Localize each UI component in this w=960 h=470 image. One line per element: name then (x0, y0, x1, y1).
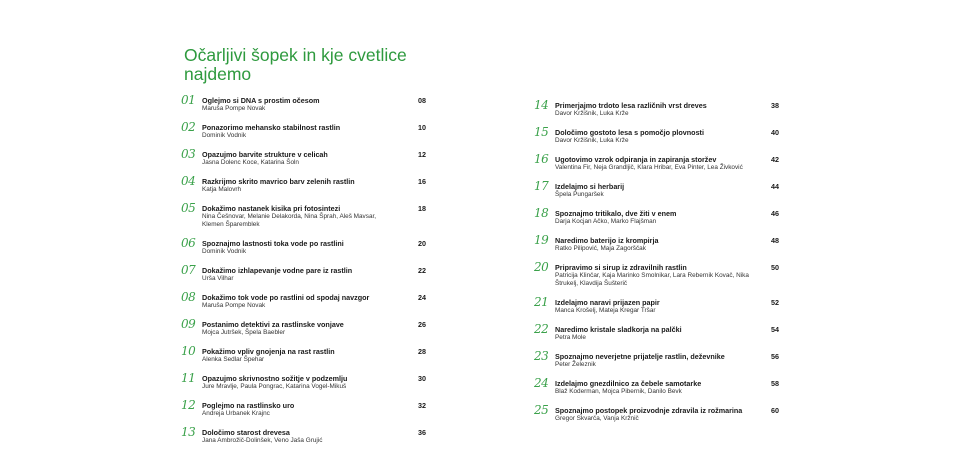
entry-page-number: 28 (418, 347, 426, 356)
toc-entry[interactable] (534, 233, 779, 253)
toc-entry[interactable] (181, 147, 426, 167)
entry-title: Spoznajmo tritikalo, dve žiti v enem (555, 209, 677, 218)
entry-authors: Jure Mravlje, Paula Pongrac, Katarina Vogel-Mikuš (202, 383, 347, 390)
toc-entry[interactable] (181, 371, 426, 391)
entry-number: 19 (534, 233, 549, 247)
entry-page-number: 24 (418, 293, 426, 302)
page-title: Očarljivi šopek in kje cvetlice najdemo (184, 45, 407, 84)
toc-entry[interactable] (181, 93, 426, 113)
toc-entry[interactable] (181, 120, 426, 140)
entry-authors: Petra Mole (555, 334, 586, 341)
entry-page-number: 48 (771, 236, 779, 245)
entry-title: Določimo starost drevesa (202, 428, 290, 437)
entry-authors: Andreja Urbanek Krajnc (202, 410, 270, 417)
entry-authors: Mojca Jutršek, Špela Baebler (202, 329, 286, 336)
entry-authors: Nina Češnovar, Melanie Delakorda, Nina Šprah, Aleš Mavsar, Klemen Šparemblek (202, 213, 377, 228)
entry-number: 09 (181, 317, 196, 331)
entry-title: Izdelajmo naravi prijazen papir (555, 298, 660, 307)
entry-authors: Peter Železnik (555, 361, 596, 368)
entry-number: 24 (534, 376, 549, 390)
entry-authors: Jana Ambrožič-Dolinšek, Veno Jaša Grujić (202, 437, 323, 444)
toc-entry[interactable] (534, 98, 779, 118)
toc-entry[interactable] (534, 179, 779, 199)
entry-page-number: 26 (418, 320, 426, 329)
entry-page-number: 52 (771, 298, 779, 307)
entry-page-number: 58 (771, 379, 779, 388)
entry-number: 21 (534, 295, 549, 309)
entry-page-number: 32 (418, 401, 426, 410)
toc-column-right (534, 98, 779, 433)
entry-number: 08 (181, 290, 196, 304)
entry-title: Spoznajmo postopek proizvodnje zdravila iz rožmarina (555, 406, 743, 415)
toc-entry[interactable] (534, 152, 779, 172)
toc-entry[interactable] (181, 317, 426, 337)
toc-entry[interactable] (534, 349, 779, 369)
entry-page-number: 18 (418, 204, 426, 213)
toc-entry[interactable] (181, 344, 426, 364)
toc-column-left (181, 93, 426, 455)
entry-authors: Patricija Klinčar, Kaja Marinko Smolnikar, Lara Rebernik Kovač, Nika Štrukelj, Klavdija Šušterič (555, 272, 749, 287)
toc-entry[interactable] (181, 174, 426, 194)
entry-page-number: 16 (418, 177, 426, 186)
entry-authors: Ratko Pilipović, Maja Zagorščak (555, 245, 646, 252)
toc-entry[interactable] (181, 290, 426, 310)
entry-page-number: 38 (771, 101, 779, 110)
entry-number: 02 (181, 120, 196, 134)
entry-page-number: 50 (771, 263, 779, 272)
entry-page-number: 36 (418, 428, 426, 437)
entry-authors: Katja Malovrh (202, 186, 242, 193)
entry-number: 17 (534, 179, 549, 193)
toc-entry[interactable] (181, 425, 426, 445)
entry-authors: Maruša Pompe Novak (202, 302, 266, 309)
entry-number: 13 (181, 425, 196, 439)
entry-authors: Maruša Pompe Novak (202, 105, 266, 112)
entry-title: Naredimo kristale sladkorja na palčki (555, 325, 682, 334)
entry-title: Opazujmo barvite strukture v celicah (202, 150, 328, 159)
entry-title: Določimo gostoto lesa s pomočjo plovnosti (555, 128, 704, 137)
toc-entry[interactable] (181, 201, 426, 229)
toc-entry[interactable] (181, 236, 426, 256)
entry-authors: Valentina Fir, Neja Grandljič, Klara Hribar, Eva Pinter, Lea Živković (555, 164, 743, 171)
entry-authors: Gregor Skvarča, Vanja Kržnič (555, 415, 639, 422)
toc-entry[interactable] (534, 295, 779, 315)
entry-number: 07 (181, 263, 196, 277)
entry-title: Opazujmo skrivnostno sožitje v podzemlju (202, 374, 348, 383)
entry-authors: Dominik Vodnik (202, 132, 247, 139)
entry-authors: Alenka Sedlar Špehar (202, 356, 265, 363)
entry-authors: Urša Vilhar (202, 275, 234, 282)
entry-page-number: 46 (771, 209, 779, 218)
entry-authors: Dominik Vodnik (202, 248, 247, 255)
entry-authors: Špela Pungaršek (555, 191, 604, 198)
toc-entry[interactable] (534, 403, 779, 423)
entry-title: Razkrijmo skrito mavrico barv zelenih rastlin (202, 177, 355, 186)
toc-entry[interactable] (534, 322, 779, 342)
entry-title: Postanimo detektivi za rastlinske vonjave (202, 320, 344, 329)
entry-number: 03 (181, 147, 196, 161)
entry-title: Primerjajmo trdoto lesa različnih vrst dreves (555, 101, 707, 110)
entry-number: 01 (181, 93, 196, 107)
entry-title: Spoznajmo neverjetne prijatelje rastlin, deževnike (555, 352, 725, 361)
toc-entry[interactable] (181, 263, 426, 283)
entry-page-number: 56 (771, 352, 779, 361)
toc-entry[interactable] (534, 125, 779, 145)
entry-number: 10 (181, 344, 196, 358)
entry-number: 15 (534, 125, 549, 139)
entry-number: 16 (534, 152, 549, 166)
entry-authors: Jasna Dolenc Koce, Katarina Šoln (202, 159, 299, 166)
entry-number: 11 (181, 371, 196, 385)
entry-page-number: 42 (771, 155, 779, 164)
entry-title: Izdelajmo gnezdilnico za čebele samotarke (555, 379, 702, 388)
entry-title: Dokažimo tok vode po rastlini od spodaj navzgor (202, 293, 370, 302)
entry-page-number: 22 (418, 266, 426, 275)
entry-page-number: 44 (771, 182, 779, 191)
entry-title: Ponazorimo mehansko stabilnost rastlin (202, 123, 341, 132)
toc-entry[interactable] (181, 398, 426, 418)
entry-page-number: 30 (418, 374, 426, 383)
toc-entry[interactable] (534, 260, 779, 288)
entry-title: Izdelajmo si herbarij (555, 182, 625, 191)
entry-page-number: 60 (771, 406, 779, 415)
entry-number: 06 (181, 236, 196, 250)
entry-number: 14 (534, 98, 549, 112)
entry-title: Oglejmo si DNA s prostim očesom (202, 96, 320, 105)
entry-number: 04 (181, 174, 196, 188)
entry-title: Spoznajmo lastnosti toka vode po rastlini (202, 239, 344, 248)
entry-page-number: 20 (418, 239, 426, 248)
entry-title: Dokažimo izhlapevanje vodne pare iz rastlin (202, 266, 353, 275)
entry-title: Pokažimo vpliv gnojenja na rast rastlin (202, 347, 335, 356)
entry-number: 18 (534, 206, 549, 220)
entry-title: Pripravimo si sirup iz zdravilnih rastlin (555, 263, 687, 272)
entry-title: Naredimo baterijo iz krompirja (555, 236, 659, 245)
entry-title: Dokažimo nastanek kisika pri fotosintezi (202, 204, 341, 213)
toc-entry[interactable] (534, 206, 779, 226)
entry-number: 20 (534, 260, 549, 274)
entry-authors: Darja Kocjan Ačko, Marko Flajšman (555, 218, 657, 225)
entry-number: 25 (534, 403, 549, 417)
toc-entry[interactable] (534, 376, 779, 396)
entry-authors: Davor Kržišnik, Luka Krže (555, 110, 629, 117)
entry-number: 05 (181, 201, 196, 215)
entry-page-number: 12 (418, 150, 426, 159)
entry-number: 22 (534, 322, 549, 336)
entry-authors: Davor Kržišnik, Luka Krže (555, 137, 629, 144)
entry-title: Ugotovimo vzrok odpiranja in zapiranja storžev (555, 155, 717, 164)
entry-page-number: 54 (771, 325, 779, 334)
entry-page-number: 40 (771, 128, 779, 137)
entry-page-number: 10 (418, 123, 426, 132)
entry-authors: Manca Krošelj, Mateja Kregar Tršar (555, 307, 656, 314)
entry-title: Poglejmo na rastlinsko uro (202, 401, 295, 410)
entry-number: 23 (534, 349, 549, 363)
entry-page-number: 08 (418, 96, 426, 105)
entry-authors: Blaž Koderman, Mojca Pibernik, Danilo Bevk (555, 388, 682, 395)
entry-number: 12 (181, 398, 196, 412)
